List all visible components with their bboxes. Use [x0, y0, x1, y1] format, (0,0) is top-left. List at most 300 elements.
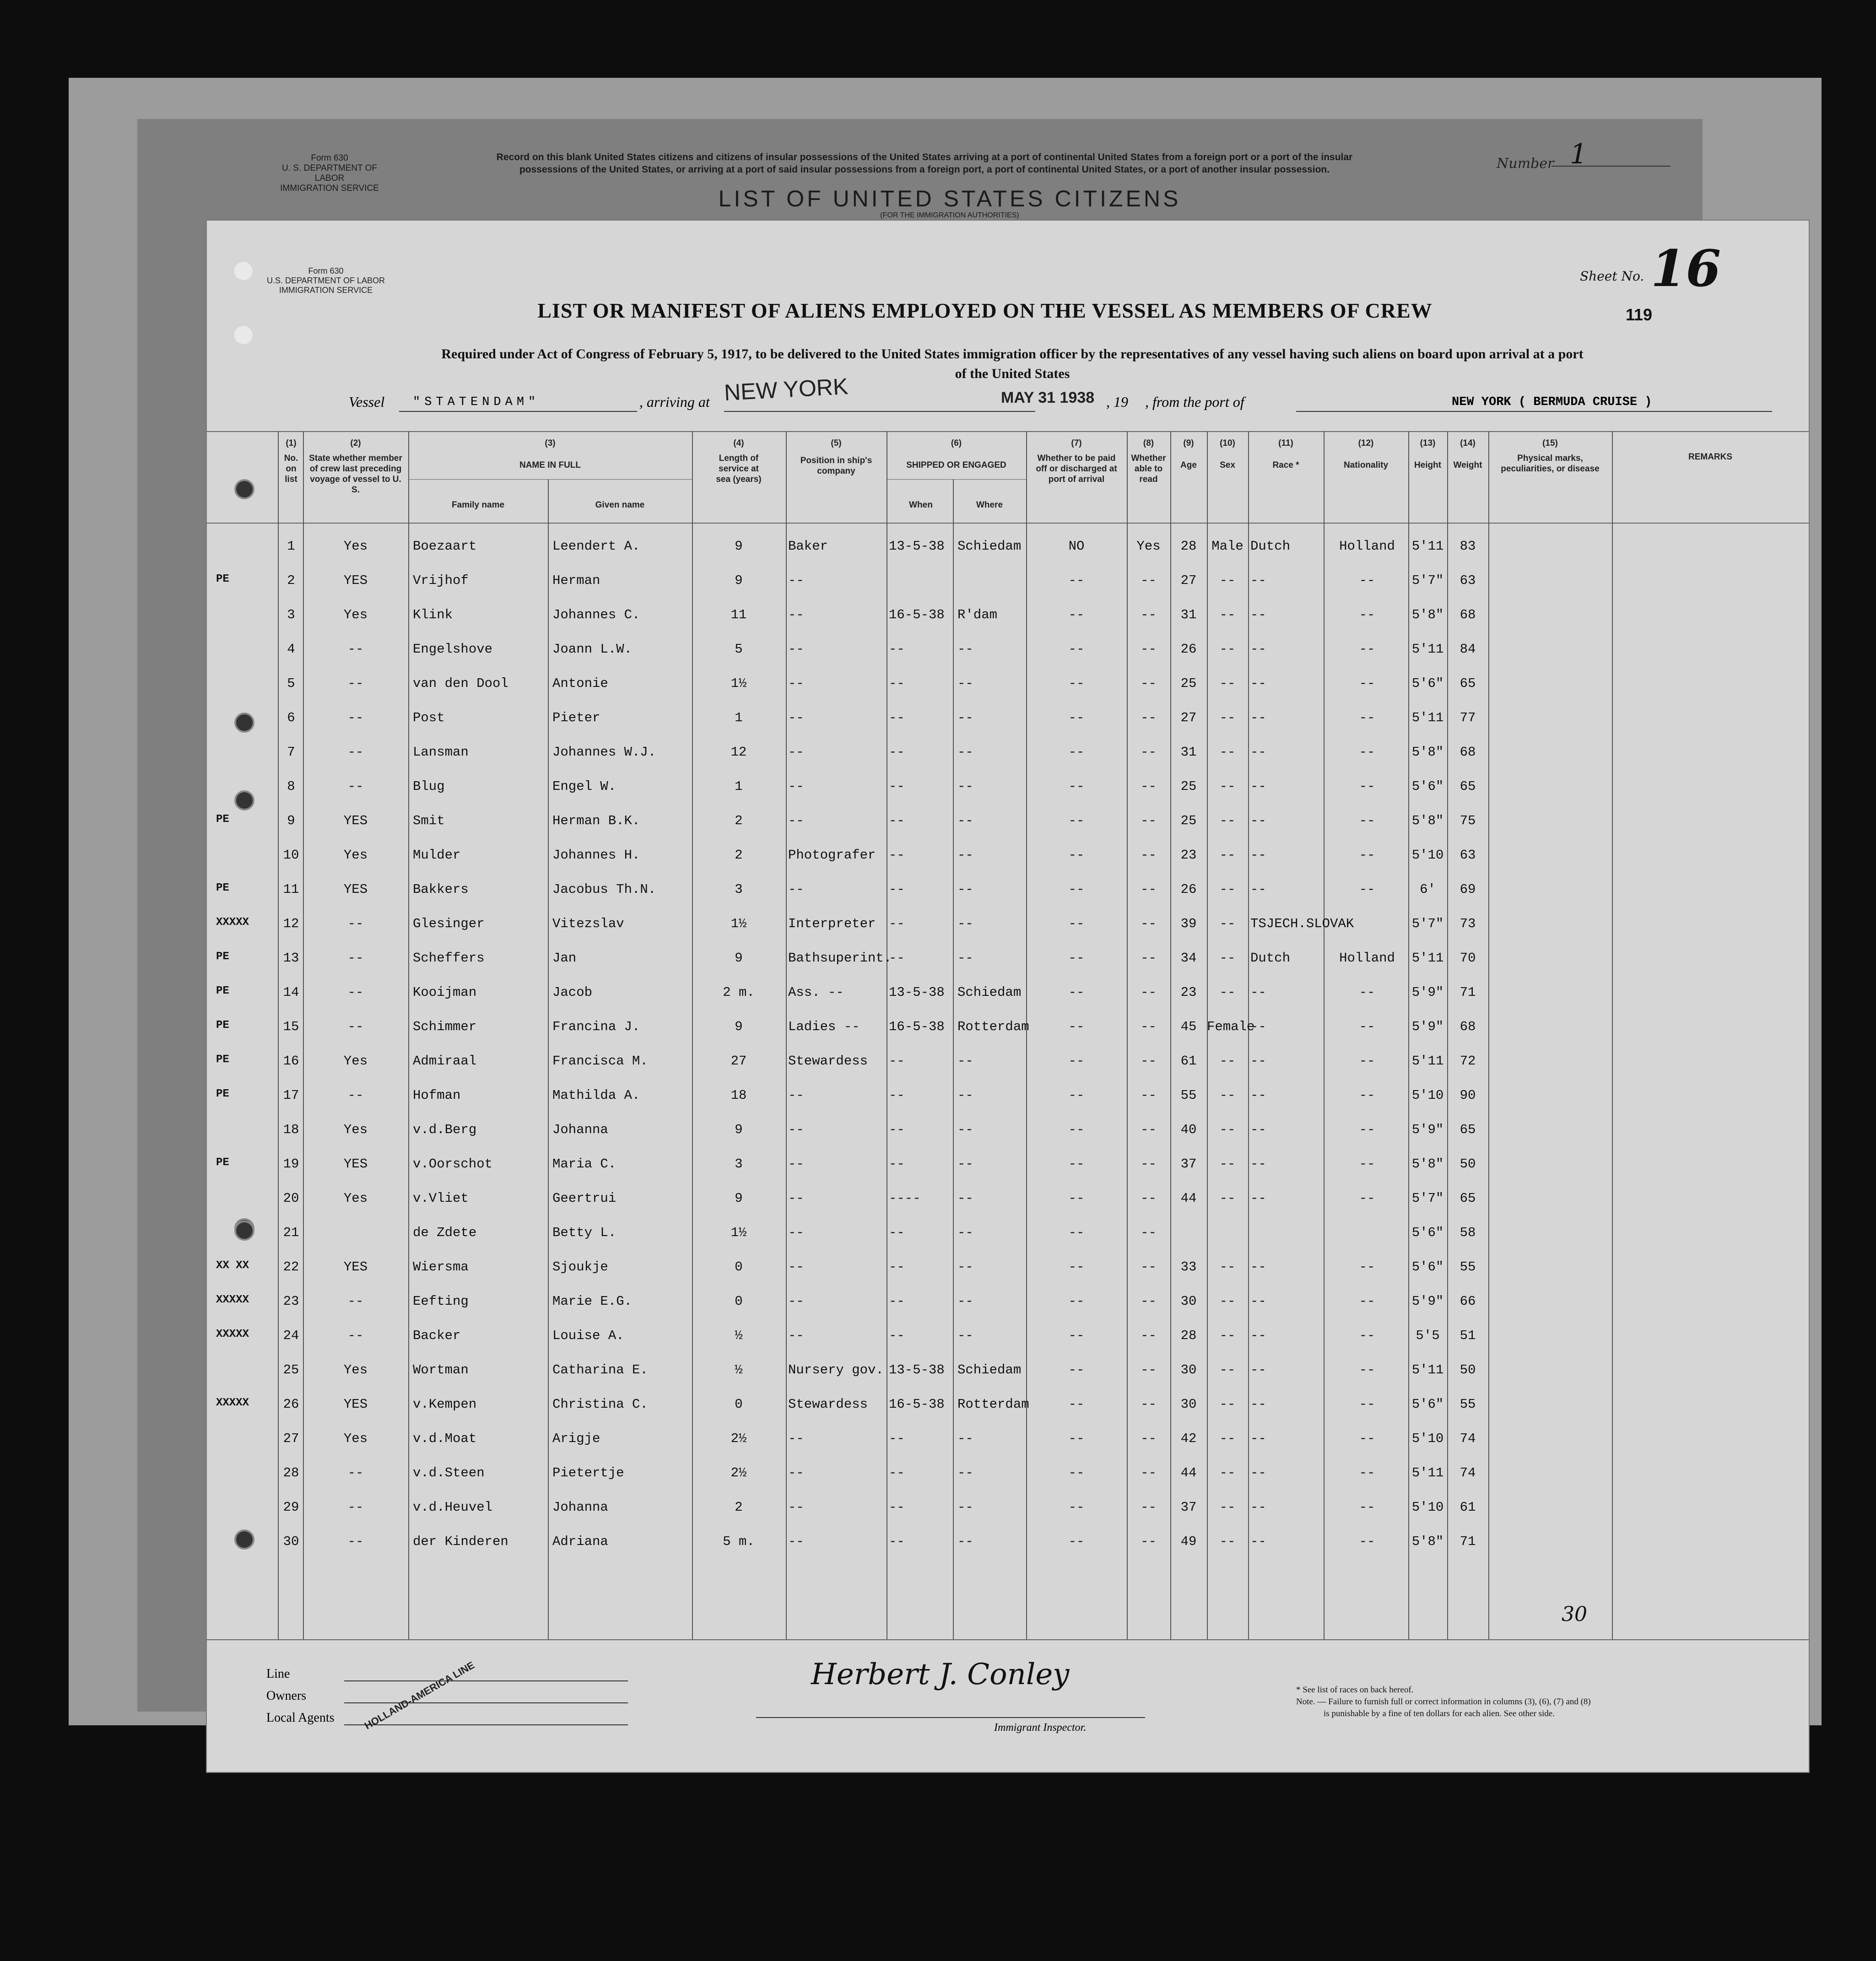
able-to-read-cell: -- — [1141, 710, 1157, 725]
arriving-port-stamp: NEW YORK — [723, 373, 849, 406]
table-row — [207, 1358, 1809, 1392]
row-number-cell: 24 — [283, 1328, 299, 1343]
family-name-cell: de Zdete — [413, 1225, 477, 1240]
paid-off-cell: -- — [1068, 1534, 1085, 1549]
sea-service-cell: 9 — [735, 1191, 743, 1206]
previous-voyage-cell: -- — [347, 916, 364, 931]
shipped-when-cell: 16-5-38 — [889, 1397, 945, 1412]
weight-cell: 51 — [1460, 1328, 1476, 1343]
nationality-cell: -- — [1359, 710, 1375, 725]
height-cell: 5'6" — [1411, 1259, 1444, 1275]
previous-voyage-cell: YES — [343, 813, 368, 828]
given-name-cell: Johannes H. — [552, 848, 640, 863]
sea-service-cell: 1½ — [730, 1225, 747, 1240]
row-number-cell: 20 — [283, 1191, 299, 1206]
sea-service-cell: 9 — [735, 1019, 743, 1034]
left-flag-cell: PE — [216, 1088, 229, 1100]
col8-header: (8) Whether able to read — [1131, 438, 1166, 484]
shipped-when-cell: -- — [889, 1053, 905, 1069]
shipped-where-cell: -- — [957, 676, 973, 691]
ship-position-cell: -- — [788, 1294, 804, 1309]
table-row — [207, 1529, 1809, 1564]
weight-cell: 55 — [1460, 1397, 1476, 1412]
paid-off-cell: -- — [1068, 1225, 1085, 1240]
sea-service-cell: 2 — [735, 1500, 743, 1515]
left-flag-cell: PE — [216, 573, 229, 585]
sex-cell: -- — [1219, 676, 1236, 691]
table-row — [207, 1324, 1809, 1358]
height-cell: 5'7" — [1411, 916, 1444, 931]
left-flag-cell: XXXXX — [216, 916, 249, 929]
given-name-cell: Francisca M. — [552, 1053, 648, 1069]
age-cell: 42 — [1180, 1431, 1197, 1446]
sea-service-cell: ½ — [735, 1362, 743, 1378]
race-cell: -- — [1250, 813, 1266, 828]
ship-position-cell: -- — [788, 1259, 804, 1275]
family-name-cell: Hofman — [413, 1088, 461, 1103]
arriving-underline — [724, 411, 1035, 412]
shipped-where-cell: Rotterdam — [957, 1019, 1029, 1034]
table-row — [207, 1461, 1809, 1495]
sex-cell: -- — [1219, 916, 1236, 931]
sex-cell: -- — [1219, 985, 1236, 1000]
under-form-instructions: Record on this blank United States citizens and citizens of insular possessions of the United States arriving at a port of continental United States from a foreign port or a port of the insular possessions of the United States, or arriving at a port of said insular possessions from a foreign port, a port of continental United States, or a port of another insular possession. — [496, 152, 1353, 175]
nationality-cell: -- — [1359, 1294, 1375, 1309]
given-name-cell: Sjoukje — [552, 1259, 608, 1275]
ship-position-cell: -- — [788, 1225, 804, 1240]
family-name-cell: van den Dool — [413, 676, 508, 691]
paid-off-cell: -- — [1068, 1191, 1085, 1206]
paid-off-cell: -- — [1068, 1431, 1085, 1446]
age-cell: 28 — [1180, 1328, 1197, 1343]
weight-cell: 63 — [1460, 573, 1476, 588]
ship-position-cell: -- — [788, 1431, 804, 1446]
left-flag-cell: XX XX — [216, 1259, 249, 1272]
nationality-cell: -- — [1359, 745, 1375, 760]
sex-cell: Male — [1211, 539, 1243, 554]
given-name-cell: Vitezslav — [552, 916, 624, 931]
paid-off-cell: -- — [1068, 951, 1085, 966]
nationality-cell: -- — [1359, 779, 1375, 794]
shipped-where-cell: -- — [957, 1465, 973, 1480]
nationality-cell: -- — [1359, 642, 1375, 657]
weight-cell: 65 — [1460, 676, 1476, 691]
previous-voyage-cell: YES — [343, 573, 368, 588]
family-name-cell: Post — [413, 710, 445, 725]
sex-cell: -- — [1219, 1362, 1236, 1378]
shipped-when-cell: 13-5-38 — [889, 1362, 945, 1378]
shipped-subheader-rule — [887, 479, 1026, 480]
previous-voyage-cell: Yes — [343, 1122, 368, 1137]
table-row — [207, 671, 1809, 706]
family-name-cell: Schimmer — [413, 1019, 477, 1034]
col11-header: (11) Race * — [1272, 438, 1299, 470]
family-name-cell: v.d.Berg — [413, 1122, 477, 1137]
age-cell: 23 — [1180, 848, 1197, 863]
height-cell: 5'11 — [1411, 951, 1444, 966]
under-number-line — [1552, 138, 1671, 170]
sea-service-cell: ½ — [735, 1328, 743, 1343]
left-flag-cell: XXXXX — [216, 1397, 249, 1409]
row-number-cell: 28 — [283, 1465, 299, 1480]
row-number-cell: 17 — [283, 1088, 299, 1103]
shipped-where-cell: R'dam — [957, 607, 998, 622]
ship-position-cell: Bathsuperint. — [788, 951, 892, 966]
age-cell: 31 — [1180, 745, 1197, 760]
table-row — [207, 1255, 1809, 1289]
given-name-cell: Antonie — [552, 676, 608, 691]
paid-off-cell: -- — [1068, 1259, 1085, 1275]
name-subheader-rule — [408, 479, 692, 480]
sex-cell: -- — [1219, 607, 1236, 622]
weight-cell: 65 — [1460, 1122, 1476, 1137]
under-form-service: IMMIGRATION SERVICE — [280, 184, 379, 193]
col12-header: (12) Nationality — [1343, 438, 1389, 470]
shipped-when-cell: -- — [889, 813, 905, 828]
ship-position-cell: -- — [788, 1156, 804, 1172]
row-number-cell: 30 — [283, 1534, 299, 1549]
shipped-when-cell: -- — [889, 1259, 905, 1275]
sex-cell: -- — [1219, 1294, 1236, 1309]
paid-off-cell: -- — [1068, 779, 1085, 794]
sea-service-cell: 5 — [735, 642, 743, 657]
form-subtitle-line2: of the United States — [955, 366, 1070, 381]
given-name-cell: Jan — [552, 951, 577, 966]
family-name-cell: v.Oorschot — [413, 1156, 493, 1172]
crew-rows — [207, 523, 1809, 1639]
vessel-name: "STATENDAM" — [413, 395, 540, 409]
weight-cell: 83 — [1460, 539, 1476, 554]
table-row — [207, 877, 1809, 912]
able-to-read-cell: -- — [1141, 882, 1157, 897]
family-name-cell: Blug — [413, 779, 445, 794]
under-form-number: Form 630 — [311, 153, 348, 163]
table-row — [207, 1289, 1809, 1324]
nationality-cell: -- — [1359, 1053, 1375, 1069]
table-row — [207, 1426, 1809, 1461]
able-to-read-cell: -- — [1141, 676, 1157, 691]
shipped-when-cell: -- — [889, 1122, 905, 1137]
age-cell: 28 — [1180, 539, 1197, 554]
ship-position-cell: -- — [788, 779, 804, 794]
left-flag-cell: PE — [216, 951, 229, 963]
able-to-read-cell: -- — [1141, 573, 1157, 588]
row-number-cell: 15 — [283, 1019, 299, 1034]
height-cell: 5'6" — [1411, 676, 1444, 691]
weight-cell: 68 — [1460, 607, 1476, 622]
shipped-when-cell: -- — [889, 848, 905, 863]
race-cell: -- — [1250, 676, 1266, 691]
given-name-cell: Engel W. — [552, 779, 616, 794]
family-name-cell: Backer — [413, 1328, 461, 1343]
weight-cell: 69 — [1460, 882, 1476, 897]
previous-voyage-cell: YES — [343, 1397, 368, 1412]
age-cell: 30 — [1180, 1397, 1197, 1412]
table-row — [207, 1221, 1809, 1255]
previous-voyage-cell: Yes — [343, 607, 368, 622]
ship-position-cell: Ladies -- — [788, 1019, 860, 1034]
shipped-where-cell: -- — [957, 1534, 973, 1549]
punch-hole — [234, 262, 253, 280]
table-row — [207, 1152, 1809, 1186]
age-cell: 25 — [1180, 813, 1197, 828]
shipped-when-cell: -- — [889, 1328, 905, 1343]
shipped-when-cell: -- — [889, 1156, 905, 1172]
weight-cell: 74 — [1460, 1431, 1476, 1446]
paid-off-cell: -- — [1068, 1053, 1085, 1069]
height-cell: 5'11 — [1411, 710, 1444, 725]
note-penalty-cont: is punishable by a fine of ten dollars for each alien. See other side. — [1324, 1709, 1555, 1718]
form-subtitle-line1: Required under Act of Congress of February 5, 1917, to be delivered to the United States immigration officer by the representatives of any vessel having such aliens on board upon arrival at a port — [441, 346, 1584, 362]
age-cell: 23 — [1180, 985, 1197, 1000]
race-cell: -- — [1250, 1191, 1266, 1206]
able-to-read-cell: -- — [1141, 1362, 1157, 1378]
height-cell: 5'11 — [1411, 539, 1444, 554]
height-cell: 5'8" — [1411, 607, 1444, 622]
row-number-cell: 8 — [287, 779, 295, 794]
family-name-cell: Wortman — [413, 1362, 469, 1378]
sea-service-cell: 2½ — [730, 1431, 747, 1446]
age-cell: 30 — [1180, 1362, 1197, 1378]
given-name-cell: Arigje — [552, 1431, 600, 1446]
nationality-cell: Holland — [1339, 539, 1395, 554]
weight-cell: 65 — [1460, 1191, 1476, 1206]
weight-cell: 74 — [1460, 1465, 1476, 1480]
sex-cell: -- — [1219, 573, 1236, 588]
row-number-cell: 3 — [287, 607, 295, 622]
ship-position-cell: -- — [788, 745, 804, 760]
paid-off-cell: -- — [1068, 916, 1085, 931]
nationality-cell: -- — [1359, 607, 1375, 622]
row-number-cell: 6 — [287, 710, 295, 725]
nationality-cell: -- — [1359, 813, 1375, 828]
ship-position-cell: -- — [788, 1500, 804, 1515]
shipped-when-cell: -- — [889, 951, 905, 966]
sex-cell: -- — [1219, 1328, 1236, 1343]
given-name-cell: Geertrui — [552, 1191, 616, 1206]
previous-voyage-cell: -- — [347, 1465, 364, 1480]
shipped-when-cell: -- — [889, 1465, 905, 1480]
form-number: Form 630 — [308, 266, 344, 276]
ship-position-cell: Photografer — [788, 848, 876, 863]
nationality-cell: -- — [1359, 573, 1375, 588]
paid-off-cell: -- — [1068, 1088, 1085, 1103]
ship-position-cell: -- — [788, 710, 804, 725]
able-to-read-cell: Yes — [1136, 539, 1161, 554]
previous-voyage-cell: -- — [347, 642, 364, 657]
able-to-read-cell: -- — [1141, 1500, 1157, 1515]
previous-voyage-cell: -- — [347, 779, 364, 794]
nationality-cell: -- — [1359, 676, 1375, 691]
table-row — [207, 637, 1809, 671]
shipped-when-cell: -- — [889, 779, 905, 794]
family-name-cell: Eefting — [413, 1294, 469, 1309]
left-flag-cell: XXXXX — [216, 1328, 249, 1340]
race-cell: -- — [1250, 1534, 1266, 1549]
given-name-cell: Johannes C. — [552, 607, 640, 622]
sex-cell: Female — [1207, 1019, 1255, 1034]
given-name-cell: Pieter — [552, 710, 600, 725]
sea-service-cell: 9 — [735, 1122, 743, 1137]
shipped-where-cell: -- — [957, 1191, 973, 1206]
race-cell: -- — [1250, 607, 1266, 622]
sea-service-cell: 27 — [730, 1053, 747, 1069]
paid-off-cell: -- — [1068, 1362, 1085, 1378]
race-cell: Dutch — [1250, 951, 1291, 966]
where-header: Where — [976, 500, 1003, 510]
able-to-read-cell: -- — [1141, 848, 1157, 863]
able-to-read-cell: -- — [1141, 1534, 1157, 1549]
row-number-cell: 10 — [283, 848, 299, 863]
paid-off-cell: -- — [1068, 710, 1085, 725]
date-stamp: MAY 31 1938 — [1001, 389, 1095, 406]
age-cell: 26 — [1180, 882, 1197, 897]
local-agents-underline — [344, 1724, 628, 1725]
shipped-when-cell: 16-5-38 — [889, 1019, 945, 1034]
line-label: Line — [266, 1667, 290, 1681]
sheet-no-label: Sheet No. — [1580, 269, 1644, 284]
table-row — [207, 774, 1809, 809]
given-name-cell: Leendert A. — [552, 539, 640, 554]
given-name-cell: Johannes W.J. — [552, 745, 656, 760]
col1-header: (1) No. on list — [284, 438, 298, 484]
nationality-cell: -- — [1359, 1362, 1375, 1378]
family-name-cell: Kooijman — [413, 985, 477, 1000]
col15-header: (15) Physical marks, peculiarities, or disease — [1501, 438, 1600, 474]
race-cell: -- — [1250, 1053, 1266, 1069]
ship-position-cell: -- — [788, 607, 804, 622]
under-number-value: 1 — [1570, 138, 1588, 170]
age-cell: 31 — [1180, 607, 1197, 622]
shipped-where-cell: Schiedam — [957, 985, 1022, 1000]
ship-position-cell: Stewardess — [788, 1397, 868, 1412]
sex-cell: -- — [1219, 1191, 1236, 1206]
table-row — [207, 1392, 1809, 1426]
nationality-cell: -- — [1359, 1122, 1375, 1137]
height-cell: 5'10 — [1411, 1500, 1444, 1515]
col10-header: (10) Sex — [1220, 438, 1235, 470]
given-name-cell: Jacob — [552, 985, 593, 1000]
row-number-cell: 27 — [283, 1431, 299, 1446]
form-department: U.S. DEPARTMENT OF LABOR — [266, 276, 385, 285]
able-to-read-cell: -- — [1141, 1294, 1157, 1309]
height-cell: 5'6" — [1411, 1397, 1444, 1412]
given-name-cell: Jacobus Th.N. — [552, 882, 656, 897]
col5-header: (5) Position in ship's company — [800, 438, 872, 476]
shipped-when-cell: 16-5-38 — [889, 607, 945, 622]
table-row — [207, 603, 1809, 637]
sea-service-cell: 0 — [735, 1259, 743, 1275]
previous-voyage-cell: -- — [347, 1500, 364, 1515]
shipped-where-cell: Schiedam — [957, 1362, 1022, 1378]
shipped-when-cell: -- — [889, 1431, 905, 1446]
row-number-cell: 23 — [283, 1294, 299, 1309]
from-port: NEW YORK ( BERMUDA CRUISE ) — [1452, 395, 1652, 409]
col7-header: (7) Whether to be paid off or discharged at port of arrival — [1036, 438, 1117, 484]
age-cell: 25 — [1180, 779, 1197, 794]
sea-service-cell: 3 — [735, 882, 743, 897]
family-name-cell: v.Kempen — [413, 1397, 477, 1412]
table-row — [207, 809, 1809, 843]
shipped-where-cell: -- — [957, 813, 973, 828]
height-cell: 5'11 — [1411, 1465, 1444, 1480]
ship-position-cell: -- — [788, 1122, 804, 1137]
row-number-cell: 18 — [283, 1122, 299, 1137]
form-title: LIST OR MANIFEST OF ALIENS EMPLOYED ON THE VESSEL AS MEMBERS OF CREW — [537, 299, 1433, 322]
ship-position-cell: -- — [788, 1465, 804, 1480]
previous-voyage-cell: -- — [347, 985, 364, 1000]
row-number-cell: 12 — [283, 916, 299, 931]
shipped-where-cell: -- — [957, 1053, 973, 1069]
sea-service-cell: 9 — [735, 951, 743, 966]
given-name-cell: Francina J. — [552, 1019, 640, 1034]
paid-off-cell: -- — [1068, 1328, 1085, 1343]
weight-cell: 65 — [1460, 779, 1476, 794]
owners-label: Owners — [266, 1689, 307, 1703]
nationality-cell: -- — [1359, 1019, 1375, 1034]
shipped-when-cell: -- — [889, 882, 905, 897]
ship-position-cell: -- — [788, 1191, 804, 1206]
vessel-underline — [399, 411, 637, 412]
under-number-label: Number — [1497, 156, 1554, 172]
height-cell: 5'5 — [1416, 1328, 1440, 1343]
race-cell: -- — [1250, 1088, 1266, 1103]
vessel-label: Vessel — [349, 394, 385, 410]
previous-voyage-cell: -- — [347, 710, 364, 725]
left-flag-cell: PE — [216, 1019, 229, 1032]
age-cell: 33 — [1180, 1259, 1197, 1275]
nationality-cell: -- — [1359, 1156, 1375, 1172]
weight-cell: 73 — [1460, 916, 1476, 931]
able-to-read-cell: -- — [1141, 1156, 1157, 1172]
row-number-cell: 22 — [283, 1259, 299, 1275]
weight-cell: 84 — [1460, 642, 1476, 657]
height-cell: 5'8" — [1411, 745, 1444, 760]
paid-off-cell: -- — [1068, 848, 1085, 863]
sea-service-cell: 2½ — [730, 1465, 747, 1480]
form-header — [266, 266, 385, 295]
inspector-signature: Herbert J. Conley — [811, 1658, 1070, 1691]
shipped-where-cell: -- — [957, 1259, 973, 1275]
race-cell: -- — [1250, 1500, 1266, 1515]
from-port-underline — [1296, 411, 1772, 412]
sea-service-cell: 9 — [735, 539, 743, 554]
given-name-cell: Johanna — [552, 1122, 608, 1137]
family-name-header: Family name — [451, 500, 505, 510]
row-number-cell: 1 — [287, 539, 295, 554]
sea-service-cell: 5 m. — [723, 1534, 755, 1549]
form-service: IMMIGRATION SERVICE — [279, 286, 373, 295]
able-to-read-cell: -- — [1141, 1328, 1157, 1343]
sea-service-cell: 1 — [735, 779, 743, 794]
able-to-read-cell: -- — [1141, 1019, 1157, 1034]
weight-cell: 77 — [1460, 710, 1476, 725]
col9-header: (9) Age — [1180, 438, 1197, 470]
previous-voyage-cell: Yes — [343, 848, 368, 863]
age-cell: 37 — [1180, 1500, 1197, 1515]
crew-table — [207, 431, 1809, 1644]
left-flag-cell: PE — [216, 1156, 229, 1169]
paid-off-cell: -- — [1068, 882, 1085, 897]
previous-voyage-cell: -- — [347, 676, 364, 691]
shipped-where-cell: Rotterdam — [957, 1397, 1029, 1412]
able-to-read-cell: -- — [1141, 951, 1157, 966]
signature-underline — [756, 1717, 1145, 1718]
manifest-sheet — [206, 220, 1810, 1773]
given-name-cell: Joann L.W. — [552, 642, 633, 657]
age-cell: 45 — [1180, 1019, 1197, 1034]
nationality-cell: -- — [1359, 848, 1375, 863]
